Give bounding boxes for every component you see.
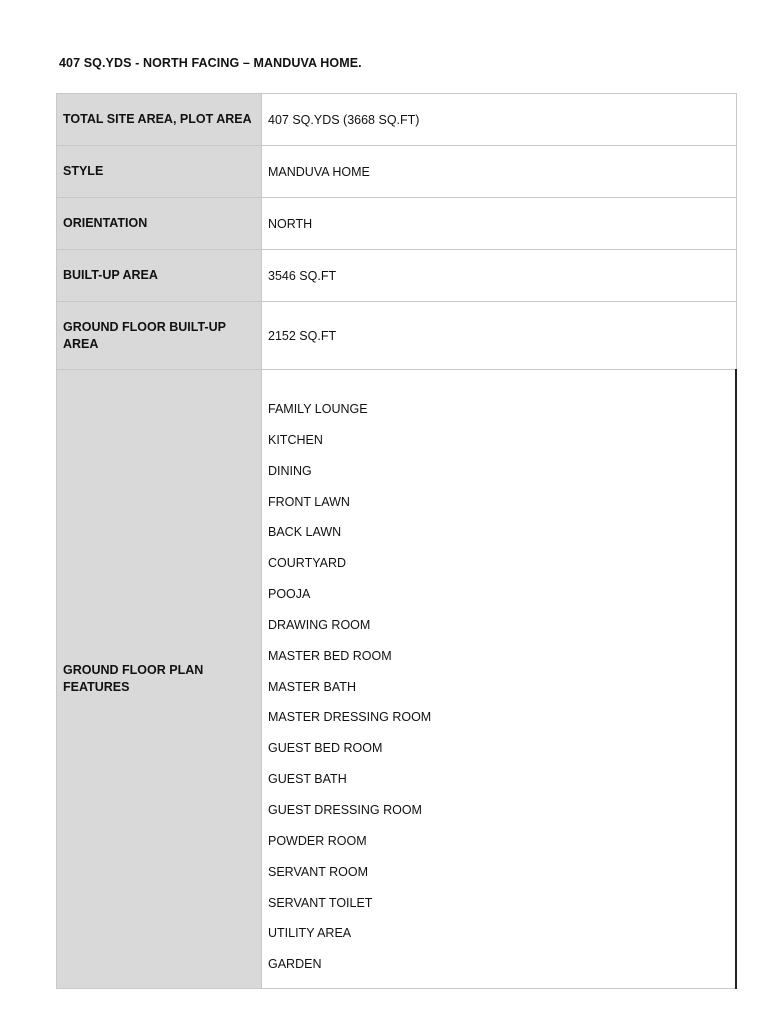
row-label-ground-floor-area: GROUND FLOOR BUILT-UP AREA xyxy=(57,302,262,370)
document-title: 407 SQ.YDS - NORTH FACING – MANDUVA HOME. xyxy=(59,56,362,70)
row-label-built-up-area: BUILT-UP AREA xyxy=(57,250,262,302)
feature-list xyxy=(268,402,729,988)
features-cell xyxy=(262,370,737,989)
row-label-orientation: ORIENTATION xyxy=(57,198,262,250)
feature-item: DRAWING ROOM xyxy=(268,617,371,632)
feature-item: MASTER BED ROOM xyxy=(268,648,392,663)
table-row xyxy=(57,250,737,302)
feature-item: MASTER DRESSING ROOM xyxy=(268,710,432,725)
feature-item: SERVANT ROOM xyxy=(268,864,369,879)
row-value-orientation: NORTH xyxy=(262,198,737,250)
table-row xyxy=(57,370,737,989)
table-row xyxy=(57,302,737,370)
feature-item: GARDEN xyxy=(268,957,322,972)
row-value-ground-floor-area: 2152 SQ.FT xyxy=(262,302,737,370)
table-row xyxy=(57,94,737,146)
table-row xyxy=(57,198,737,250)
feature-item: POWDER ROOM xyxy=(268,833,367,848)
feature-item: GUEST DRESSING ROOM xyxy=(268,802,422,817)
spec-table xyxy=(56,93,737,989)
feature-item: POOJA xyxy=(268,587,311,602)
table-row xyxy=(57,146,737,198)
row-value-style: MANDUVA HOME xyxy=(262,146,737,198)
row-value-site-area: 407 SQ.YDS (3668 SQ.FT) xyxy=(262,94,737,146)
row-label-style: STYLE xyxy=(57,146,262,198)
feature-item: BACK LAWN xyxy=(268,525,342,540)
row-value-built-up-area: 3546 SQ.FT xyxy=(262,250,737,302)
feature-item: DINING xyxy=(268,463,312,478)
feature-item: UTILITY AREA xyxy=(268,926,352,941)
row-label-features: GROUND FLOOR PLAN FEATURES xyxy=(57,370,262,989)
feature-item: FRONT LAWN xyxy=(268,494,350,509)
feature-item: SERVANT TOILET xyxy=(268,895,373,910)
feature-item: MASTER BATH xyxy=(268,679,356,694)
feature-item: GUEST BED ROOM xyxy=(268,741,383,756)
feature-item: COURTYARD xyxy=(268,556,347,571)
feature-item: GUEST BATH xyxy=(268,772,347,787)
feature-item: KITCHEN xyxy=(268,432,323,447)
row-label-site-area: TOTAL SITE AREA, PLOT AREA xyxy=(57,94,262,146)
feature-item: FAMILY LOUNGE xyxy=(268,402,368,416)
